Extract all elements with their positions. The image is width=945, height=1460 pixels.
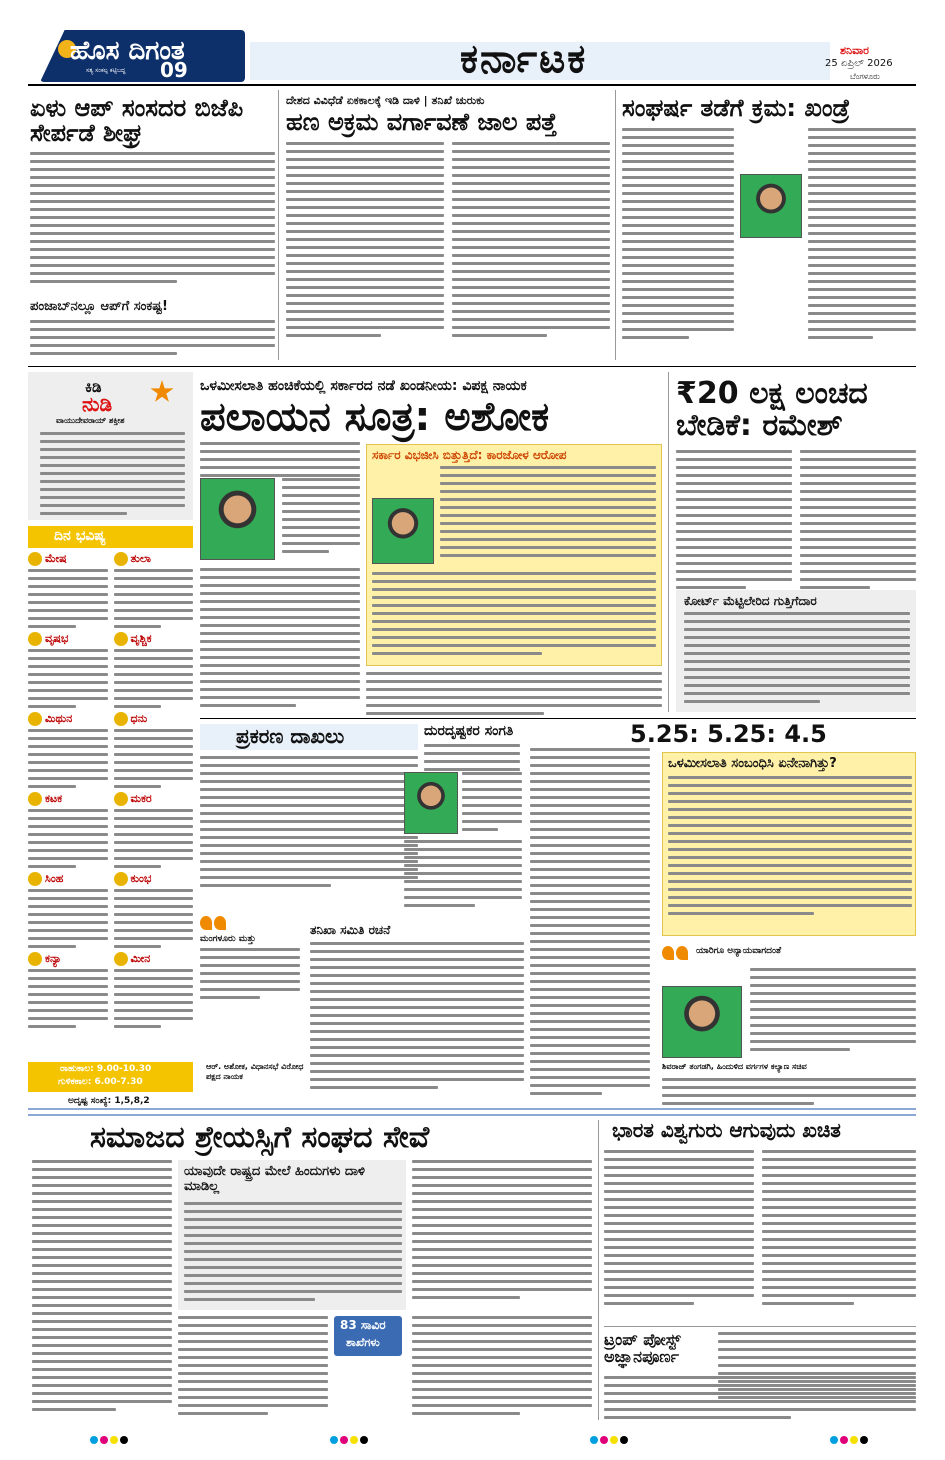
sangathi-body-top xyxy=(424,744,520,771)
sangathi-body-bottom xyxy=(404,840,522,907)
karajola-photo xyxy=(372,498,434,564)
tangadagi-photo xyxy=(662,986,742,1058)
horoscope-grid xyxy=(28,552,193,1062)
court-body xyxy=(684,612,910,703)
rashi-vrishchika: ವೃಶ್ಚಿಕ xyxy=(114,632,194,708)
newspaper-tagline: ಸತ್ಯ ಸಂಕಲ್ಪ ಕಟ್ಟಿಬದ್ಧ xyxy=(86,67,126,74)
kidi-body xyxy=(40,432,185,515)
rashi-kataka: ಕಟಕ xyxy=(28,792,108,868)
bottom-band-rule xyxy=(28,1108,916,1116)
case-body xyxy=(200,756,418,887)
aap-sub-body xyxy=(30,320,275,355)
rashi-dhanu: ಧನು xyxy=(114,712,194,788)
rahukala: ರಾಹುಕಾಲ: 9.00-10.30 xyxy=(60,1064,152,1074)
nudi-title: ನುಡಿ xyxy=(82,392,113,416)
print-swatches xyxy=(90,1436,128,1444)
formula-subhead: ಒಳಮೀಸಲಾತಿ ಸಂಬಂಧಿಸಿ ಏನೇನಾಗಿತ್ತು? xyxy=(668,756,837,771)
date-day: ಶನಿವಾರ xyxy=(840,44,869,57)
sangathi-photo xyxy=(404,772,458,834)
lucky-number: ಅದೃಷ್ಟ ಸಂಖ್ಯೆ: 1,5,8,2 xyxy=(68,1096,150,1106)
row-rule xyxy=(604,1326,916,1327)
sangha-side-body xyxy=(184,1202,402,1301)
shakhe-badge-count: 83 ಸಾವಿರ xyxy=(340,1318,386,1332)
mithuna-icon xyxy=(28,712,42,726)
khandre-body-col1 xyxy=(622,128,734,339)
dhanu-icon xyxy=(114,712,128,726)
khandre-body-col2 xyxy=(808,128,916,339)
samiti-body xyxy=(310,942,524,1089)
rashi-kumbha: ಕುಂಭ xyxy=(114,872,194,948)
quote-icon xyxy=(200,916,212,930)
print-swatches xyxy=(830,1436,868,1444)
tula-icon xyxy=(114,552,128,566)
mesha-icon xyxy=(28,552,42,566)
khandre-photo xyxy=(740,174,802,238)
scam-headline: ಹಣ ಅಕ್ರಮ ವರ್ಗಾವಣೆ ಜಾಲ ಪತ್ತೆ xyxy=(286,108,557,136)
rashi-kanya: ಕನ್ಯಾ xyxy=(28,952,108,1028)
samiti-headline: ತನಿಖಾ ಸಮಿತಿ ರಚನೆ xyxy=(310,923,391,937)
rashi-mesha: ಮೇಷ xyxy=(28,552,108,628)
kataka-icon xyxy=(28,792,42,806)
ashok-quote xyxy=(200,916,300,1026)
tangadagi-caption: ಶಿವರಾಜ್ ತಂಗಡಗಿ, ಹಿಂದುಳಿದ ವರ್ಗಗಳ ಕಲ್ಯಾಣ ಸಚಿವ xyxy=(662,1062,807,1071)
ashok-kicker: ಒಳಮೀಸಲಾತಿ ಹಂಚಿಕೆಯಲ್ಲಿ ಸರ್ಕಾರದ ನಡೆ ಖಂಡನೀಯ: ವಿಪಕ್ಷ ನಾಯಕ xyxy=(200,378,527,394)
case-headline: ಪ್ರಕರಣ ದಾಖಲು xyxy=(236,724,345,748)
karajola-headline: ಸರ್ಕಾರ ವಿಭಜೀಸಿ ಬಿತ್ತುತ್ತಿದೆ: ಕಾರಜೋಳ ಆರೋಪ xyxy=(372,448,567,462)
vrishchika-icon xyxy=(114,632,128,646)
sangha-headline: ಸಮಾಜದ ಶ್ರೇಯಸ್ಸಿಗೆ ಸಂಘದ ಸೇವೆ xyxy=(90,1120,430,1155)
ashok-body-bottom xyxy=(366,672,662,715)
ashok-quote-head: ಮಂಗಳೂರು ಮತ್ತು xyxy=(200,934,256,944)
sangha-body-col3 xyxy=(412,1160,592,1299)
rashi-mithuna: ಮಿಥುನ xyxy=(28,712,108,788)
ashok-body-col1 xyxy=(200,442,360,477)
tangadagi-quote: ಯಾರಿಗೂ ಅನ್ಯಾಯವಾಗದಂತೆ xyxy=(662,946,916,960)
simha-icon xyxy=(28,872,42,886)
shakhe-badge-label: ಶಾಖೆಗಳು xyxy=(346,1336,380,1349)
date-city: ಬೆಂಗಳೂರು xyxy=(850,72,880,81)
rashi-makara: ಮಕರ xyxy=(114,792,194,868)
column-divider xyxy=(615,90,616,360)
rashi-simha: ಸಿಂಹ xyxy=(28,872,108,948)
sangha-body-col2b xyxy=(178,1316,328,1415)
makara-icon xyxy=(114,792,128,806)
masthead-rule xyxy=(28,84,916,86)
sangha-body-col1 xyxy=(32,1160,172,1411)
aap-headline: ಏಳು ಆಪ್ ಸಂಸದರ ಬಿಜೆಪಿ ಸೇರ್ಪಡೆ ಶೀಘ್ರ xyxy=(30,94,244,148)
tangadagi-quote-body xyxy=(750,968,916,1051)
kumbha-icon xyxy=(114,872,128,886)
newspaper-name: ಹೊಸ ದಿಗಂತ xyxy=(70,36,185,66)
print-swatches xyxy=(330,1436,368,1444)
khandre-headline: ಸಂಘರ್ಷ ತಡೆಗೆ ಕ್ರಮ: ಖಂಡ್ರೆ xyxy=(622,94,850,122)
rashi-meena: ಮೀನ xyxy=(114,952,194,1028)
sangha-subhead: ಯಾವುದೇ ರಾಷ್ಟ್ರದ ಮೇಲೆ ಹಿಂದುಗಳು ದಾಳಿ ಮಾಡಿಲ್ಲ xyxy=(184,1164,365,1194)
gulikakala: ಗುಳಿಕಕಾಲ: 6.00-7.30 xyxy=(58,1077,143,1087)
trump-body-bottom xyxy=(604,1376,916,1419)
meena-icon xyxy=(114,952,128,966)
quote-icon xyxy=(662,946,674,960)
print-swatches xyxy=(590,1436,628,1444)
bribe-headline: ₹20 ಲಕ್ಷ ಲಂಚದ ಬೇಡಿಕೆ: ರಮೇಶ್ xyxy=(676,376,868,443)
kidi-title: ಕಿಡಿ xyxy=(85,378,102,396)
karajola-body-bottom xyxy=(372,572,656,655)
vishwaguru-headline: ಭಾರತ ವಿಶ್ವಗುರು ಆಗುವುದು ಖಚಿತ xyxy=(612,1118,841,1142)
trump-headline: ಟ್ರಂಪ್ ಪೋಸ್ಟ್ ಅಜ್ಞಾನಪೂರ್ಣ xyxy=(604,1330,681,1366)
horoscope-title: ದಿನ ಭವಿಷ್ಯ xyxy=(54,528,106,544)
kidi-byline: ವಾಯುದೇವರಾಯ್ ಶಕ್ತೀಶ xyxy=(56,416,125,425)
bribe-body-col1 xyxy=(676,450,792,589)
vishwaguru-body-col2 xyxy=(762,1150,916,1305)
horoscope-title-band xyxy=(28,526,193,548)
sangathi-body-wrap xyxy=(462,772,522,831)
ashok-body-wrap xyxy=(282,478,360,553)
formula-bottom-body xyxy=(662,1078,916,1105)
rashi-vrishabha: ವೃಷಭ xyxy=(28,632,108,708)
rashi-tula: ತುಲಾ xyxy=(114,552,194,628)
sangha-body-col3b xyxy=(412,1316,592,1415)
formula-box-body xyxy=(668,776,912,915)
date-full: 25 ಏಪ್ರಿಲ್ 2026 xyxy=(825,58,893,69)
scam-body-col1 xyxy=(286,142,444,337)
vishwaguru-body-col1 xyxy=(604,1150,754,1305)
ashok-body-col1b xyxy=(200,568,360,707)
sangathi-headline: ದುರದೃಷ್ಟಕರ ಸಂಗತಿ xyxy=(424,723,514,739)
ashok-photo xyxy=(200,478,275,560)
aap-body xyxy=(30,152,275,283)
formula-headline: 5.25: 5.25: 4.5 xyxy=(630,720,827,748)
column-divider xyxy=(598,1120,599,1420)
bribe-body-col2 xyxy=(800,450,916,589)
formula-body-col1 xyxy=(530,748,650,1095)
kanya-icon xyxy=(28,952,42,966)
vrishabha-icon xyxy=(28,632,42,646)
court-headline: ಕೋರ್ಟ್ ಮೆಟ್ಟಿಲೇರಿದ ಗುತ್ತಿಗೆದಾರ xyxy=(684,594,817,608)
page-number: 09 xyxy=(160,58,188,82)
row-rule xyxy=(28,366,916,367)
karajola-body-top xyxy=(440,466,656,557)
ashok-quote-byline: ಆರ್. ಅಶೋಕ, ವಿಧಾನಸಭೆ ವಿರೋಧ ಪಕ್ಷದ ನಾಯಕ xyxy=(206,1062,304,1081)
column-divider xyxy=(668,372,669,712)
aap-subhead: ಪಂಜಾಬ್‌ನಲ್ಲೂ ಆಪ್‌ಗೆ ಸಂಕಷ್ಟ! xyxy=(30,299,168,314)
section-title: ಕರ್ನಾಟಕ xyxy=(460,36,588,82)
column-divider xyxy=(278,90,279,360)
scam-kicker: ದೇಶದ ವಿವಿಧೆಡೆ ಏಕಕಾಲಕ್ಕೆ ಇಡಿ ದಾಳಿ | ತನಿಖೆ ಚುರುಕು xyxy=(286,94,485,107)
scam-body-col2 xyxy=(452,142,610,337)
row-rule xyxy=(200,718,916,719)
ashok-headline: ಪಲಾಯನ ಸೂತ್ರ: ಅಶೋಕ xyxy=(200,394,550,440)
